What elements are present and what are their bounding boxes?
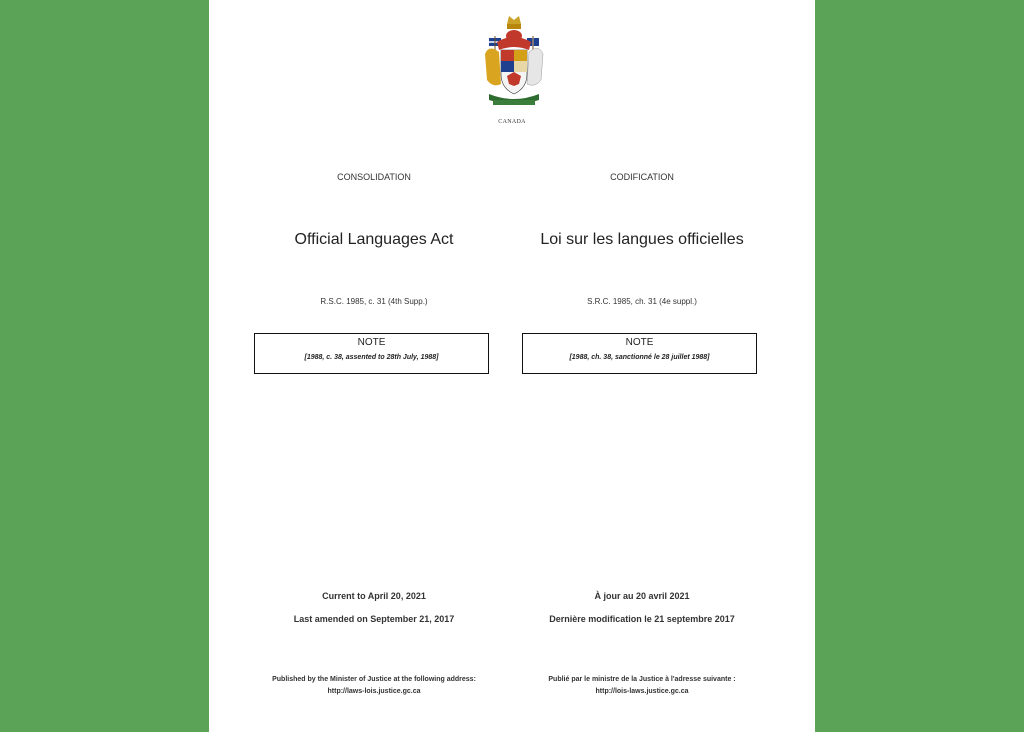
french-citation: S.R.C. 1985, ch. 31 (4e suppl.): [587, 297, 697, 306]
french-last-amended: Dernière modification le 21 septembre 2017: [549, 614, 735, 624]
english-published-by: Published by the Minister of Justice at the following address:: [272, 676, 476, 683]
english-note-text: [1988, c. 38, assented to 28th July, 1988]: [304, 354, 439, 361]
english-current-to: Current to April 20, 2021: [322, 591, 426, 601]
document-page: [209, 0, 815, 732]
french-current-to: À jour au 20 avril 2021: [594, 591, 690, 601]
french-note-heading: NOTE: [625, 337, 654, 348]
french-published-by: Publié par le ministre de la Justice à l'adresse suivante :: [548, 676, 736, 683]
french-note-text: [1988, ch. 38, sanctionné le 28 juillet 1988]: [569, 354, 710, 361]
english-citation: R.S.C. 1985, c. 31 (4th Supp.): [320, 297, 428, 306]
french-title: Loi sur les langues officielles: [540, 231, 744, 248]
english-title: Official Languages Act: [294, 231, 454, 248]
english-last-amended: Last amended on September 21, 2017: [293, 614, 455, 624]
codification-label: CODIFICATION: [610, 172, 674, 182]
english-note-heading: NOTE: [357, 337, 386, 348]
english-note-box: [254, 333, 489, 374]
canada-coat-of-arms-icon: [479, 14, 549, 110]
consolidation-label: CONSOLIDATION: [337, 172, 411, 182]
country-label: CANADA: [498, 119, 526, 125]
french-note-box: [522, 333, 757, 374]
french-address: http://lois-laws.justice.gc.ca: [595, 688, 689, 695]
english-address: http://laws-lois.justice.gc.ca: [327, 688, 421, 695]
